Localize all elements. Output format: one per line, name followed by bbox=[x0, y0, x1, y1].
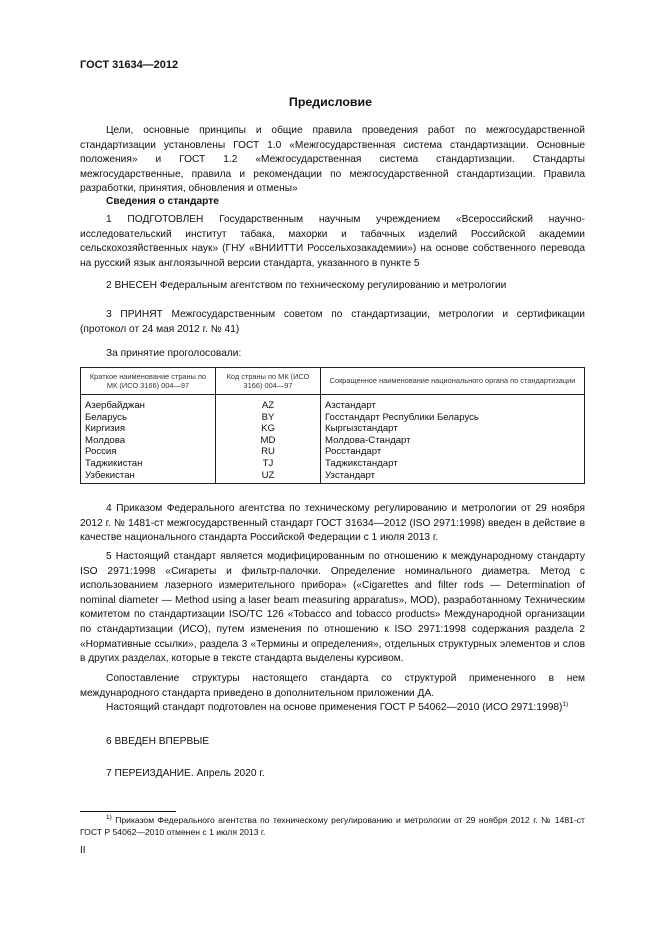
country-cell: Азербайджан bbox=[81, 395, 216, 412]
item-4-paragraph: 4 Приказом Федерального агентства по техническому регулированию и метрологии от 29 ноября 2012 г. № 1481-ст межгосударственный стандарт ГОСТ 31634—2012 (ISO 2971:1998) введен в действие в качестве национального стандарта Российской Федерации с 1 июля 2013 г. bbox=[80, 503, 585, 544]
table-row bbox=[81, 423, 585, 435]
country-cell: Таджикистан bbox=[81, 458, 216, 470]
column-header-country: Краткое наименование страны по МК (ИСО 3166) 004—97 bbox=[81, 368, 216, 395]
voting-table bbox=[80, 367, 585, 484]
intro-paragraph: Цели, основные принципы и общие правила проведения работ по межгосударственной стандартизации установлены ГОСТ 1.0 «Межгосударственная система стандартизации. Основные положения» и ГОСТ 1.2 «Межгосударственная система стандартизации. Стандарты межгосударственные, правила и рекомендации по межгосударственной стандартизации. Правила разработки, принятия, обновления и отмены» bbox=[80, 125, 585, 195]
item-1-paragraph: 1 ПОДГОТОВЛЕН Государственным научным учреждением «Всероссийский научно-исследовательский институт табака, махорки и табачных изделий Российской академии сельскохозяйственных наук» (ГНУ «ВНИИТТИ Россельхозакадемии») на основе собственного перевода на русский язык англоязычной версии стандарта, указанного в пункте 5 bbox=[80, 214, 585, 269]
column-header-body: Сокращенное наименование национального органа по стандартизации bbox=[321, 368, 585, 395]
table-header-row bbox=[81, 368, 585, 395]
table-row bbox=[81, 395, 585, 412]
item-2-paragraph: 2 ВНЕСЕН Федеральным агентством по техническому регулированию и метрологии bbox=[106, 280, 507, 291]
item-5-basis-paragraph bbox=[80, 701, 585, 716]
code-cell: KG bbox=[216, 423, 321, 435]
code-cell: UZ bbox=[216, 470, 321, 484]
page-title: Предисловие bbox=[288, 95, 373, 109]
code-cell: MD bbox=[216, 435, 321, 447]
code-cell: AZ bbox=[216, 395, 321, 412]
country-cell: Узбекистан bbox=[81, 470, 216, 484]
table-row bbox=[81, 435, 585, 447]
footnote-mark: 1) bbox=[106, 814, 112, 821]
table-row bbox=[81, 446, 585, 458]
country-cell: Россия bbox=[81, 446, 216, 458]
body-cell: Азстандарт bbox=[321, 395, 585, 412]
body-cell: Таджикстандарт bbox=[321, 458, 585, 470]
body-cell: Молдова-Стандарт bbox=[321, 435, 585, 447]
footnote-ref: 1) bbox=[562, 701, 569, 708]
country-cell: Беларусь bbox=[81, 412, 216, 424]
section-heading: Сведения о стандарте bbox=[106, 196, 219, 207]
item-5-comparison-paragraph: Сопоставление структуры настоящего стандарта со структурой примененного в нем международного стандарта приведено в дополнительном приложении ДА. bbox=[80, 673, 585, 699]
item-7-paragraph: 7 ПЕРЕИЗДАНИЕ. Апрель 2020 г. bbox=[106, 768, 265, 779]
table-row bbox=[81, 470, 585, 484]
table-row bbox=[81, 412, 585, 424]
footnote-divider bbox=[80, 811, 176, 812]
code-cell: RU bbox=[216, 446, 321, 458]
vote-label: За принятие проголосовали: bbox=[106, 348, 242, 359]
code-cell: BY bbox=[216, 412, 321, 424]
item-3-paragraph: 3 ПРИНЯТ Межгосударственным советом по стандартизации, метрологии и сертификации (протокол от 24 мая 2012 г. № 41) bbox=[80, 309, 585, 335]
footnote bbox=[80, 815, 585, 838]
country-cell: Молдова bbox=[81, 435, 216, 447]
body-cell: Росстандарт bbox=[321, 446, 585, 458]
item-6-paragraph: 6 ВВЕДЕН ВПЕРВЫЕ bbox=[106, 736, 210, 747]
body-cell: Госстандарт Республики Беларусь bbox=[321, 412, 585, 424]
item-5-paragraph: 5 Настоящий стандарт является модифицированным по отношению к международному стандарту ISO 2971:1998 «Сигареты и фильтр-палочки. Определение номинального диаметра. Метод с использованием лазерного измерительного прибора» («Cigarettes and filter rods — Determination of nominal diameter — Method using a laser beam measuring apparatus», MOD), разработанному Техническим комитетом по стандартизации ISO/TC 126 «Tobacco and tobacco products» Международной организации по стандартизации (ИСО), путем изменения по отношению к ISO 2971:1998 содержания раздела 2 «Нормативные ссылки», раздела 3 «Термины и определения», отдельных структурных элементов и слов в других разделах, которые в тексте стандарта выделены курсивом. bbox=[80, 551, 585, 665]
body-cell: Узстандарт bbox=[321, 470, 585, 484]
basis-text: Настоящий стандарт подготовлен на основе применения ГОСТ Р 54062—2010 (ИСО 2971:1998) bbox=[106, 702, 563, 713]
body-cell: Кыргызстандарт bbox=[321, 423, 585, 435]
country-cell: Киргизия bbox=[81, 423, 216, 435]
column-header-code: Код страны по МК (ИСО 3166) 004—97 bbox=[216, 368, 321, 395]
document-id: ГОСТ 31634—2012 bbox=[80, 59, 179, 71]
page-number: II bbox=[80, 845, 86, 856]
code-cell: TJ bbox=[216, 458, 321, 470]
footnote-text: Приказом Федерального агентства по техническому регулированию и метрологии от 29 ноября 2012 г. № 1481-ст ГОСТ Р 54062—2010 отменен с 1 июля 2013 г. bbox=[80, 815, 585, 837]
table-row bbox=[81, 458, 585, 470]
